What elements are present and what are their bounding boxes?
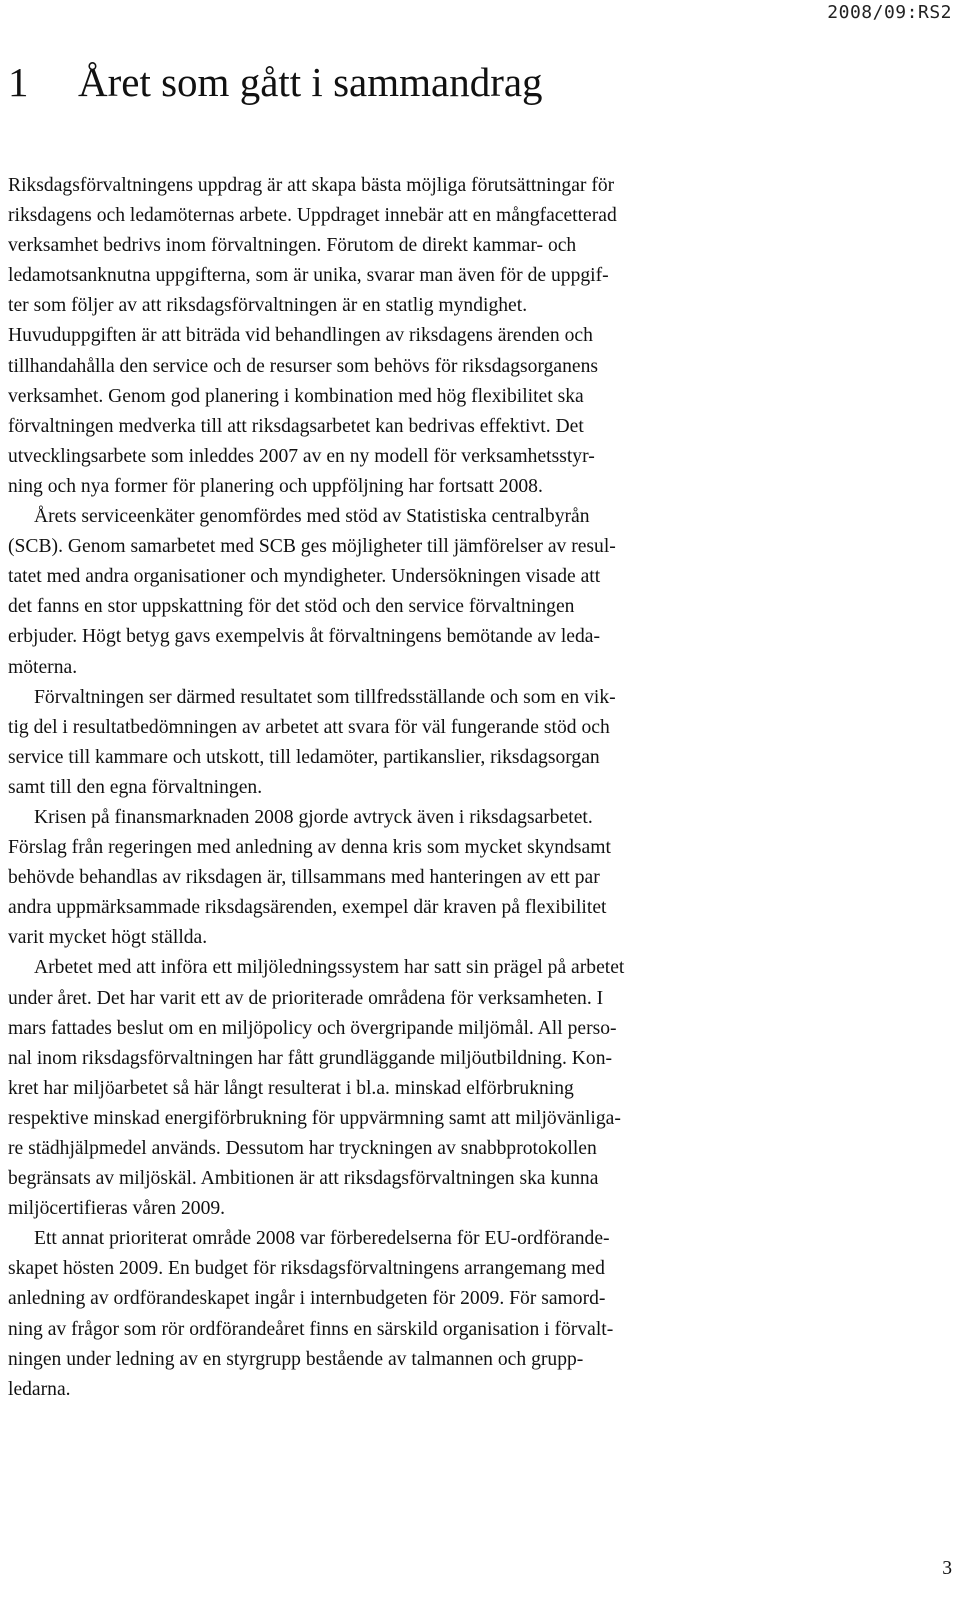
chapter-title: Året som gått i sammandrag	[78, 59, 543, 105]
paragraph-environment: Arbetet med att införa ett miljöledningssystem har satt sin prägel på arbetet under året. Det har varit ett av de prioriterade områdena för verksamheten. I mars fattades beslut om en miljöpolicy och övergripande miljömål. All perso- nal inom riksdagsförvaltningen har fått grundläggande miljöutbildning. Kon- kret har miljöarbetet så här långt resulterat i bl.a. minskad elförbrukning respektive minskad energiförbrukning för uppvärmning samt att miljövänliga- re städhjälpmedel används. Dessutom har tryckningen av snabbprotokollen begränsats av miljöskäl. Ambitionen är att riksdagsförvaltningen ska kunna miljöcertifieras våren 2009.	[8, 957, 625, 1220]
paragraph-mission: Riksdagsförvaltningens uppdrag är att skapa bästa möjliga förutsättningar för riksdagens och ledamöternas arbete. Uppdraget innebär att en mångfacetterad verksamhet bedrivs inom förvaltningen. Förutom de direkt kammar- och ledamotsanknutna uppgifterna, som är unika, svarar man även för de uppgif- ter som följer av att riksdagsförvaltningen är en statlig myndighet.	[8, 175, 617, 317]
chapter-heading	[8, 52, 543, 112]
paragraph-financial-crisis: Krisen på finansmarknaden 2008 gjorde avtryck även i riksdagsarbetet. Förslag från regeringen med anledning av denna kris som mycket skyndsamt behövde behandlas av riksdagen är, tillsammans med hanteringen av ett par andra uppmärksammade riksdagsärenden, exempel där kraven på flexibilitet varit mycket högt ställda.	[8, 806, 611, 949]
paragraph-survey: Årets serviceenkäter genomfördes med stöd av Statistiska centralbyrån (SCB). Genom samarbetet med SCB ges möjligheter till jämförelser av resul- tatet med andra organisationer och myndigheter. Undersökningen visade att det fanns en stor uppskattning för det stöd och den service förvaltningen erbjuder. Högt betyg gavs exempelvis åt förvaltningens bemötande av leda- möterna.	[8, 506, 616, 678]
body-text	[8, 171, 742, 1405]
page-number: 3	[942, 1558, 952, 1579]
chapter-number: 1	[8, 59, 29, 105]
paragraph-main-task: Huvuduppgiften är att biträda vid behandlingen av riksdagens ärenden och tillhandahålla den service och de resurser som behövs för riksdagsorganens verksamhet. Genom god planering i kombination med hög flexibilitet ska förvaltningen medverka till att riksdagsarbetet kan bedrivas effektivt. Det utvecklingsarbete som inleddes 2007 av en ny modell för verksamhetsstyr- ning och nya former för planering och uppföljning har fortsatt 2008.	[8, 325, 598, 497]
paragraph-assessment: Förvaltningen ser därmed resultatet som tillfredsställande och som en vik- tig del i resultatbedömningen av arbetet att svara för väl fungerande stöd och service till kammare och utskott, till ledamöter, partikanslier, riksdagsorgan samt till den egna förvaltningen.	[8, 686, 616, 798]
document-code: 2008/09:RS2	[827, 2, 952, 23]
paragraph-eu-presidency: Ett annat prioriterat område 2008 var förberedelserna för EU-ordförande- skapet hösten 2009. En budget för riksdagsförvaltningens arrangemang med anledning av ordförandeskapet ingår i internbudgeten för 2009. För samord- ning av frågor som rör ordförandeåret finns en särskild organisation i förvalt- ningen under ledning av en styrgrupp bestående av talmannen och grupp- ledarna.	[8, 1228, 614, 1400]
